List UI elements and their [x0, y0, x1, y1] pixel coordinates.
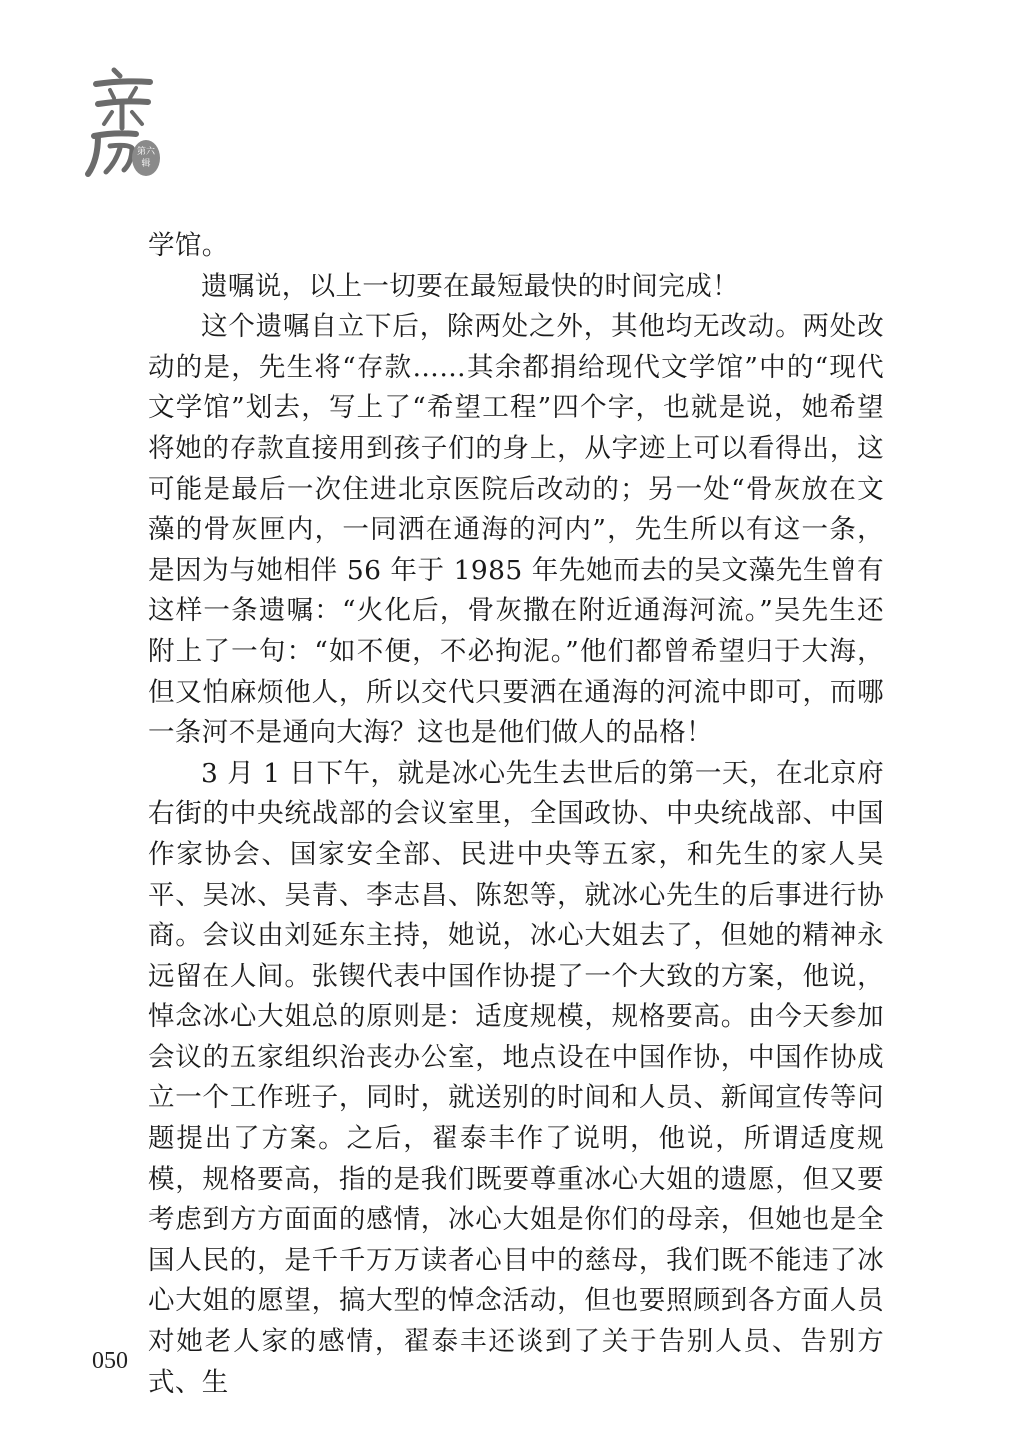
- paragraph: 3 月 1 日下午，就是冰心先生去世后的第一天，在北京府右街的中央统战部的会议室里，全国政协、中央统战部、中国作家协会、国家安全部、民进中央等五家，和先生的家人吴平、吴冰、吴青、李志昌、陈恕等，就冰心先生的后事进行协商。会议由刘延东主持，她说，冰心大姐去了，但她的精神永远留在人间。张锲代表中国作协提了一个大致的方案，他说，悼念冰心大姐总的原则是：适度规模，规格要高。由今天参加会议的五家组织治丧办公室，地点设在中国作协，中国作协成立一个工作班子，同时，就送别的时间和人员、新闻宣传等问题提出了方案。之后，翟泰丰作了说明，他说，所谓适度规模，规格要高，指的是我们既要尊重冰心大姐的遗愿，但又要考虑到方方面面的感情，冰心大姐是你们的母亲，但她也是全国人民的，是千千万万读者心目中的慈母，我们既不能违了冰心大姐的愿望，搞大型的悼念活动，但也要照顾到各方面人员对她老人家的感情，翟泰丰还谈到了关于告别人员、告别方式、生: [148, 757, 884, 1398]
- body-text: [148, 226, 884, 1403]
- paragraph: 遗嘱说，以上一切要在最短最快的时间完成！: [201, 270, 739, 302]
- paragraph: 这个遗嘱自立下后，除两处之外，其他均无改动。两处改动的是，先生将“存款……其余都捐给现代文学馆”中的“现代文学馆”划去，写上了“希望工程”四个字，也就是说，她希望将她的存款直接用到孩子们的身上，从字迹上可以看得出，这可能是最后一次住进北京医院后改动的；另一处“骨灰放在文藻的骨灰匣内，一同洒在通海的河内”，先生所以有这一条，是因为与她相伴 56 年于 1985 年先她而去的吴文藻先生曾有这样一条遗嘱：“火化后，骨灰撒在附近通海河流。”吴先生还附上了一句：“如不便，不必拘泥。”他们都曾希望归于大海，但又怕麻烦他人，所以交代只要洒在通海的河流中即可，而哪一条河不是通向大海？这也是他们做人的品格！: [148, 311, 884, 749]
- calligraphy-logo-icon: [84, 62, 164, 182]
- svg-text:辑: 辑: [141, 159, 151, 169]
- seal-icon: [132, 140, 160, 176]
- book-logo: [84, 62, 164, 182]
- page-number: 050: [92, 1348, 128, 1374]
- svg-text:第六: 第六: [136, 147, 156, 157]
- paragraph: 学馆。: [148, 230, 229, 261]
